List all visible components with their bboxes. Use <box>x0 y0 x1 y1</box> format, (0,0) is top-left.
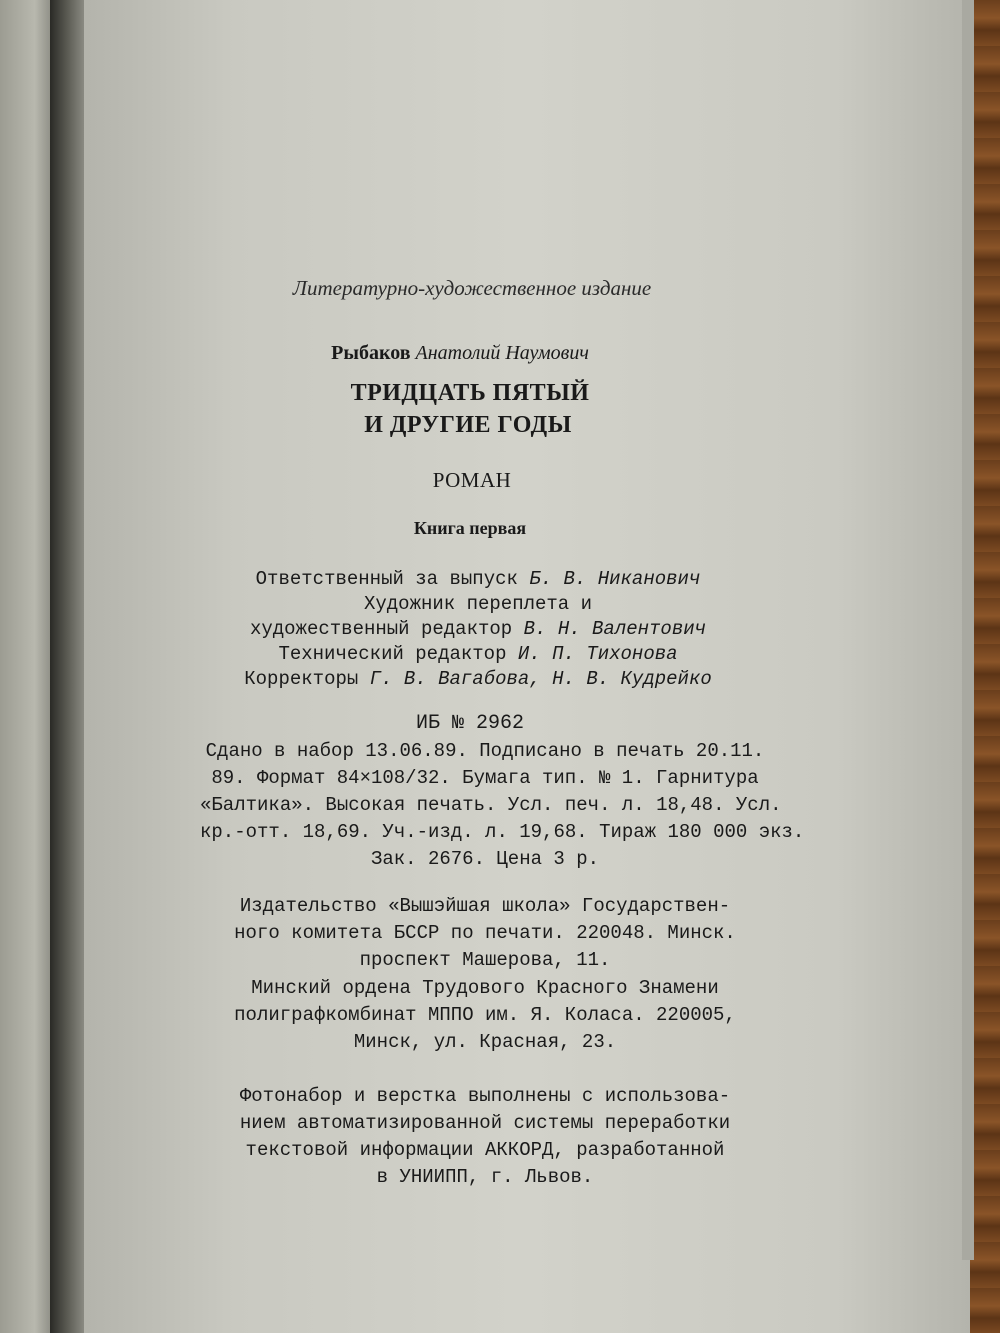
printing-info <box>200 738 805 873</box>
series-label: Литературно-художественное издание <box>292 276 652 300</box>
credit-name: Г. В. Вагабова, Н. В. Кудрейко <box>369 668 712 690</box>
author-given-name: Анатолий Наумович <box>415 342 589 364</box>
printing-line: Зак. 2676. Цена 3 р. <box>370 848 600 870</box>
typeset-info <box>200 1083 770 1191</box>
credit-line <box>244 567 712 592</box>
printing-line: «Балтика». Высокая печать. Усл. печ. л. 18,48. Усл. <box>200 794 782 816</box>
printer-info <box>200 975 770 1056</box>
typeset-line: текстовой информации АККОРД, разработанной <box>245 1139 725 1161</box>
printing-line: Сдано в набор 13.06.89. Подписано в печать 20.11. <box>205 740 765 762</box>
typeset-line: нием автоматизированной системы переработки <box>239 1112 731 1134</box>
ib-number: ИБ № 2962 <box>415 712 525 735</box>
genre-label: РОМАН <box>432 468 512 492</box>
credit-role: Технический редактор <box>278 643 507 665</box>
printer-line: полиграфкомбинат МППО им. Я. Коласа. 220005, <box>234 1004 736 1026</box>
printing-line: кр.-отт. 18,69. Уч.-изд. л. 19,68. Тираж 180 000 экз. <box>200 821 805 843</box>
publisher-line: ного комитета БССР по печати. 220048. Минск. <box>234 922 736 944</box>
page-edge <box>962 0 974 1260</box>
book-title-line-1: ТРИДЦАТЬ ПЯТЫЙ <box>350 380 590 406</box>
credit-name: Б. В. Никанович <box>529 568 701 590</box>
printing-line: 89. Формат 84×108/32. Бумага тип. № 1. Гарнитура <box>211 767 759 789</box>
credit-role: Корректоры <box>244 668 359 690</box>
credit-name: В. Н. Валентович <box>523 618 707 640</box>
typeset-line: Фотонабор и верстка выполнены с использова- <box>239 1085 731 1107</box>
credit-line <box>244 642 712 667</box>
author-surname: Рыбаков <box>331 342 411 364</box>
credit-role: Художник переплета и <box>363 593 593 615</box>
printer-line: Минский ордена Трудового Красного Знамени <box>251 977 719 999</box>
credits-block <box>244 567 712 692</box>
publisher-info <box>200 893 770 974</box>
publisher-line: проспект Машерова, 11. <box>359 949 611 971</box>
publisher-line: Издательство «Вышэйшая школа» Государствен- <box>239 895 731 917</box>
credit-line <box>244 592 712 617</box>
book-title-line-2: И ДРУГИЕ ГОДЫ <box>364 412 572 438</box>
credit-line <box>244 667 712 692</box>
book-gutter <box>50 0 84 1333</box>
credit-role: Ответственный за выпуск <box>255 568 518 590</box>
credit-role: художественный редактор <box>249 618 513 640</box>
credit-line <box>244 617 712 642</box>
book-volume-label: Книга первая <box>413 518 527 538</box>
author-line <box>331 342 589 365</box>
typeset-line: в УНИИПП, г. Львов. <box>376 1166 594 1188</box>
credit-name: И. П. Тихонова <box>517 643 678 665</box>
printer-line: Минск, ул. Красная, 23. <box>353 1031 617 1053</box>
